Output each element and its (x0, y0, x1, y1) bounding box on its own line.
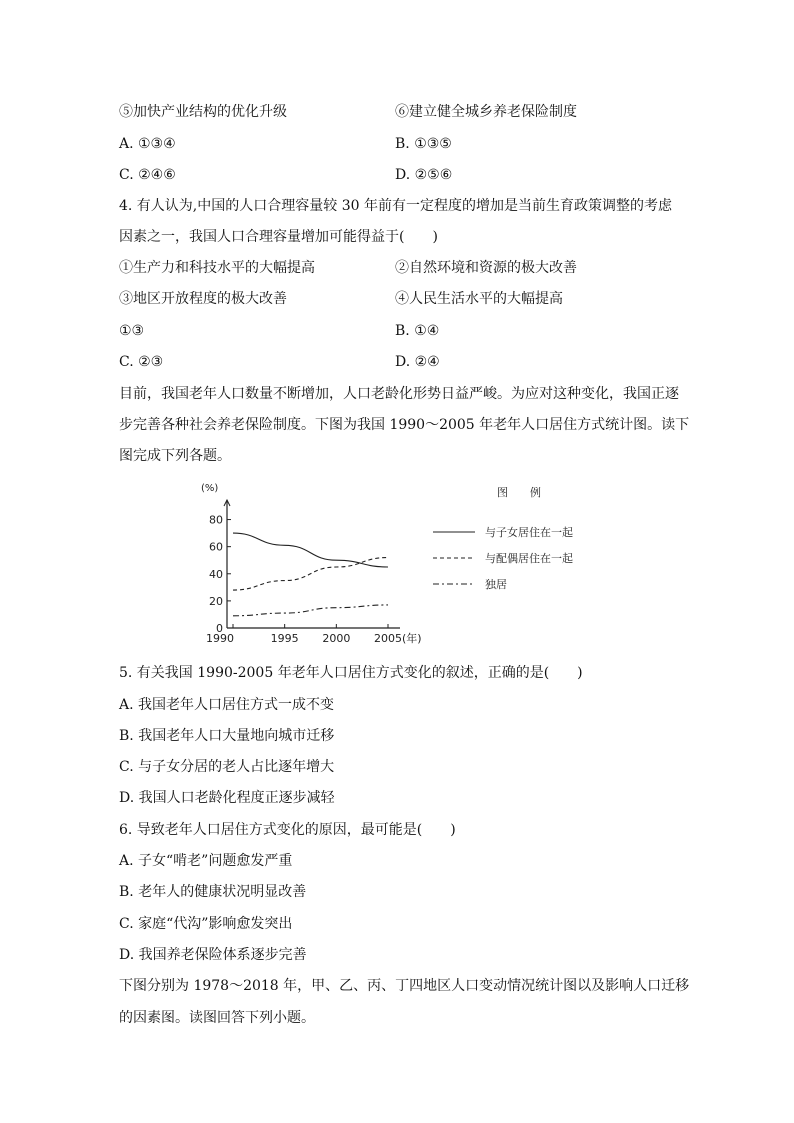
question-4-choice-a[interactable]: ①③ (119, 323, 145, 339)
chart-series (233, 533, 388, 616)
question-6-choice-a[interactable]: A. 子女“啃老”问题愈发严重 (119, 853, 293, 869)
x-axis-label: (年) (402, 632, 422, 645)
question-4-item-1: ①生产力和科技水平的大幅提高 (119, 260, 315, 276)
intro-2-line-1: 下图分别为 1978～2018 年，甲、乙、丙、丁四地区人口变动情况统计图以及影响人口迁移 (119, 978, 690, 994)
x-tick-label: 1990 (206, 632, 234, 645)
x-tick-label: 1995 (270, 632, 299, 645)
intro-2-line-2: 的因素图。读图回答下列小题。 (119, 1010, 315, 1026)
question-4-item-4: ④人民生活水平的大幅提高 (395, 291, 563, 307)
chart-axes (201, 483, 400, 628)
residence-line-chart (195, 478, 625, 650)
choice-b[interactable]: B. ①③⑤ (395, 136, 452, 152)
choice-d[interactable]: D. ②⑤⑥ (395, 167, 453, 183)
chart-legend (433, 485, 573, 591)
choice-c[interactable]: C. ②④⑥ (119, 167, 176, 183)
question-4-stem-line2: 因素之一，我国人口合理容量增加可能得益于( ) (119, 229, 438, 245)
intro-1-line-1: 目前，我国老年人口数量不断增加，人口老龄化形势日益严峻。为应对这种变化，我国正逐 (119, 386, 679, 402)
y-tick-label: 40 (209, 567, 223, 581)
question-4-choice-c[interactable]: C. ②③ (119, 354, 164, 370)
legend-label-3: 独居 (485, 578, 507, 591)
choice-a[interactable]: A. ①③④ (119, 136, 176, 152)
y-tick-label: 0 (216, 622, 223, 635)
question-5-choice-c[interactable]: C. 与子女分居的老人占比逐年增大 (119, 759, 335, 775)
y-axis-label: (%) (201, 483, 219, 494)
intro-1-line-3: 图完成下列各题。 (119, 448, 231, 464)
question-5-choice-d[interactable]: D. 我国人口老龄化程度正逐步减轻 (119, 790, 335, 806)
question-4-item-2: ②自然环境和资源的极大改善 (395, 260, 577, 276)
question-4-choice-d[interactable]: D. ②④ (395, 354, 440, 370)
question-6-choice-d[interactable]: D. 我国养老保险体系逐步完善 (119, 947, 307, 963)
question-6-stem: 6. 导致老年人口居住方式变化的原因，最可能是( ) (119, 822, 456, 838)
question-4-stem-line1: 4. 有人认为,中国的人口合理容量较 30 年前有一定程度的增加是当前生育政策调整的考虑 (119, 198, 672, 214)
legend-label-1: 与子女居住在一起 (485, 526, 573, 539)
intro-1-line-2: 步完善各种社会养老保险制度。下图为我国 1990～2005 年老年人口居住方式统计图。读下 (119, 417, 690, 433)
x-tick-label: 2005 (374, 632, 402, 645)
question-5-choice-b[interactable]: B. 我国老年人口大量地向城市迁移 (119, 728, 335, 744)
legend-label-2: 与配偶居住在一起 (485, 552, 573, 565)
legend-title: 图 例 (497, 486, 541, 499)
series-line-1 (233, 533, 388, 567)
y-tick-label: 80 (209, 513, 223, 527)
question-6-choice-c[interactable]: C. 家庭“代沟”影响愈发突出 (119, 916, 293, 932)
series-line-2 (233, 558, 388, 591)
option-5: ⑤加快产业结构的优化升级 (119, 104, 287, 120)
option-6: ⑥建立健全城乡养老保险制度 (395, 104, 577, 120)
series-line-3 (233, 605, 388, 616)
question-4-choice-b[interactable]: B. ①④ (395, 323, 440, 339)
question-5-choice-a[interactable]: A. 我国老年人口居住方式一成不变 (119, 697, 335, 713)
y-tick-label: 60 (209, 540, 223, 554)
question-5-stem: 5. 有关我国 1990-2005 年老年人口居住方式变化的叙述，正确的是( ) (119, 665, 583, 681)
y-tick-label: 20 (209, 594, 223, 608)
question-6-choice-b[interactable]: B. 老年人的健康状况明显改善 (119, 884, 307, 900)
question-4-item-3: ③地区开放程度的极大改善 (119, 291, 287, 307)
x-tick-label: 2000 (322, 632, 351, 645)
